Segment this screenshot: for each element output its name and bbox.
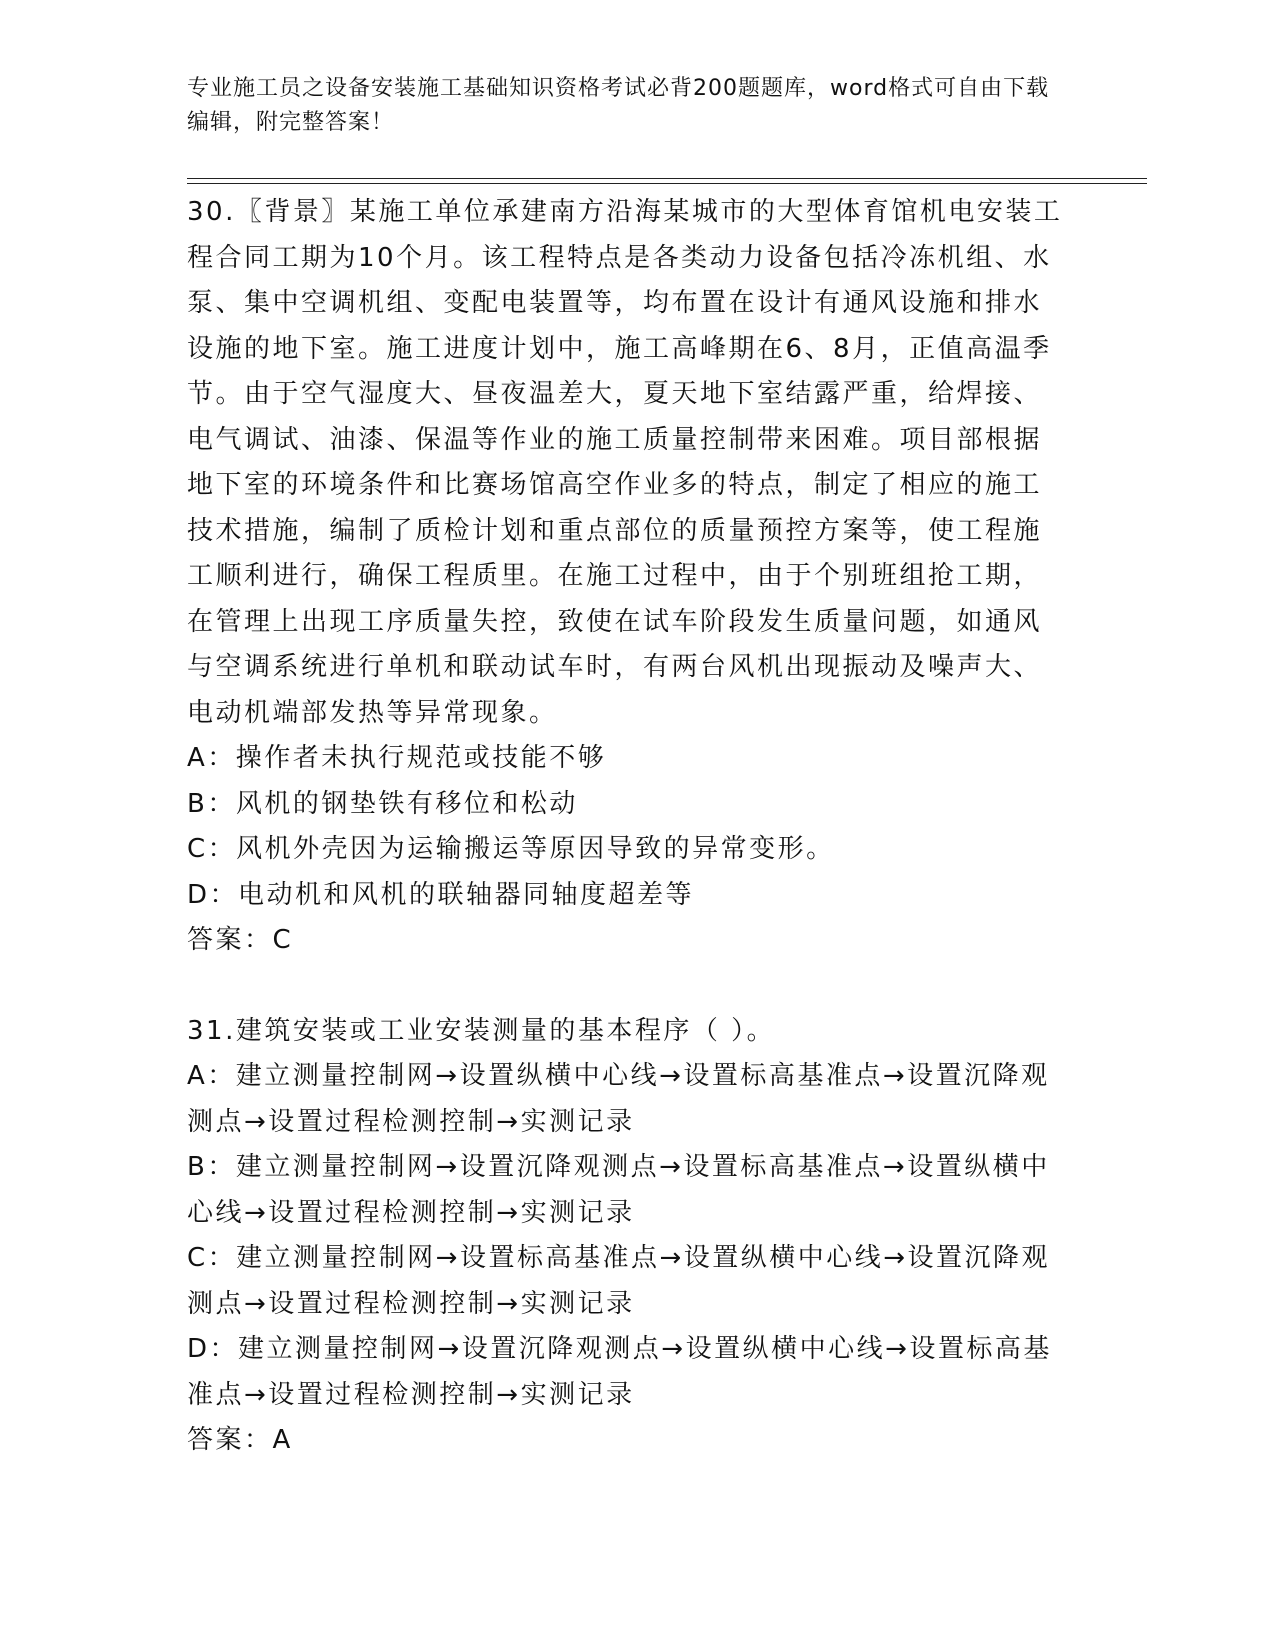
option-c: C：建立测量控制网→设置标高基准点→设置纵横中心线→设置沉降观测点→设置过程检测控制→实测记录 [187,1243,1051,1319]
question-30 [187,190,1067,964]
question-stem: 30.〖背景〗某施工单位承建南方沿海某城市的大型体育馆机电安装工程合同工期为10个月。该工程特点是各类动力设备包括冷冻机组、水泵、集中空调机组、变配电装置等，均布置在设计有通风设施和排水设施的地下室。施工进度计划中，施工高峰期在6、8月，正值高温季节。由于空气湿度大、昼夜温差大，夏天地下室结露严重，给焊接、电气调试、油漆、保温等作业的施工质量控制带来困难。项目部根据地下室的环境条件和比赛场馆高空作业多的特点，制定了相应的施工技术措施，编制了质检计划和重点部位的质量预控方案等，使工程施工顺利进行，确保工程质里。在施工过程中，由于个别班组抢工期，在管理上出现工序质量失控，致使在试车阶段发生质量问题，如通风与空调系统进行单机和联动试车时，有两台风机出现振动及噪声大、电动机端部发热等异常现象。 [187,197,1063,728]
question-31 [187,1009,1067,1464]
option-b: B：建立测量控制网→设置沉降观测点→设置标高基准点→设置纵横中心线→设置过程检测控制→实测记录 [187,1152,1050,1228]
header-divider-top [187,178,1147,179]
option-d: D：建立测量控制网→设置沉降观测点→设置纵横中心线→设置标高基准点→设置过程检测控制→实测记录 [187,1334,1052,1410]
answer: 答案：C [187,925,294,955]
option-a: A：操作者未执行规范或技能不够 [187,743,607,773]
option-c: C：风机外壳因为运输搬运等原因导致的异常变形。 [187,834,835,864]
option-a: A：建立测量控制网→设置纵横中心线→设置标高基准点→设置沉降观测点→设置过程检测控制→实测记录 [187,1061,1050,1137]
answer: 答案：A [187,1425,293,1455]
question-list [187,190,1067,1464]
header-divider-bottom [187,183,1147,184]
header-title: 专业施工员之设备安装施工基础知识资格考试必背200题题库，word格式可自由下载编辑，附完整答案！ [187,76,1050,135]
question-spacer [187,964,1067,1009]
option-d: D：电动机和风机的联轴器同轴度超差等 [187,879,695,910]
document-header [187,72,1067,140]
option-b: B：风机的钢垫铁有移位和松动 [187,788,578,819]
question-stem: 31.建筑安装或工业安装测量的基本程序（ ）。 [187,1015,776,1046]
